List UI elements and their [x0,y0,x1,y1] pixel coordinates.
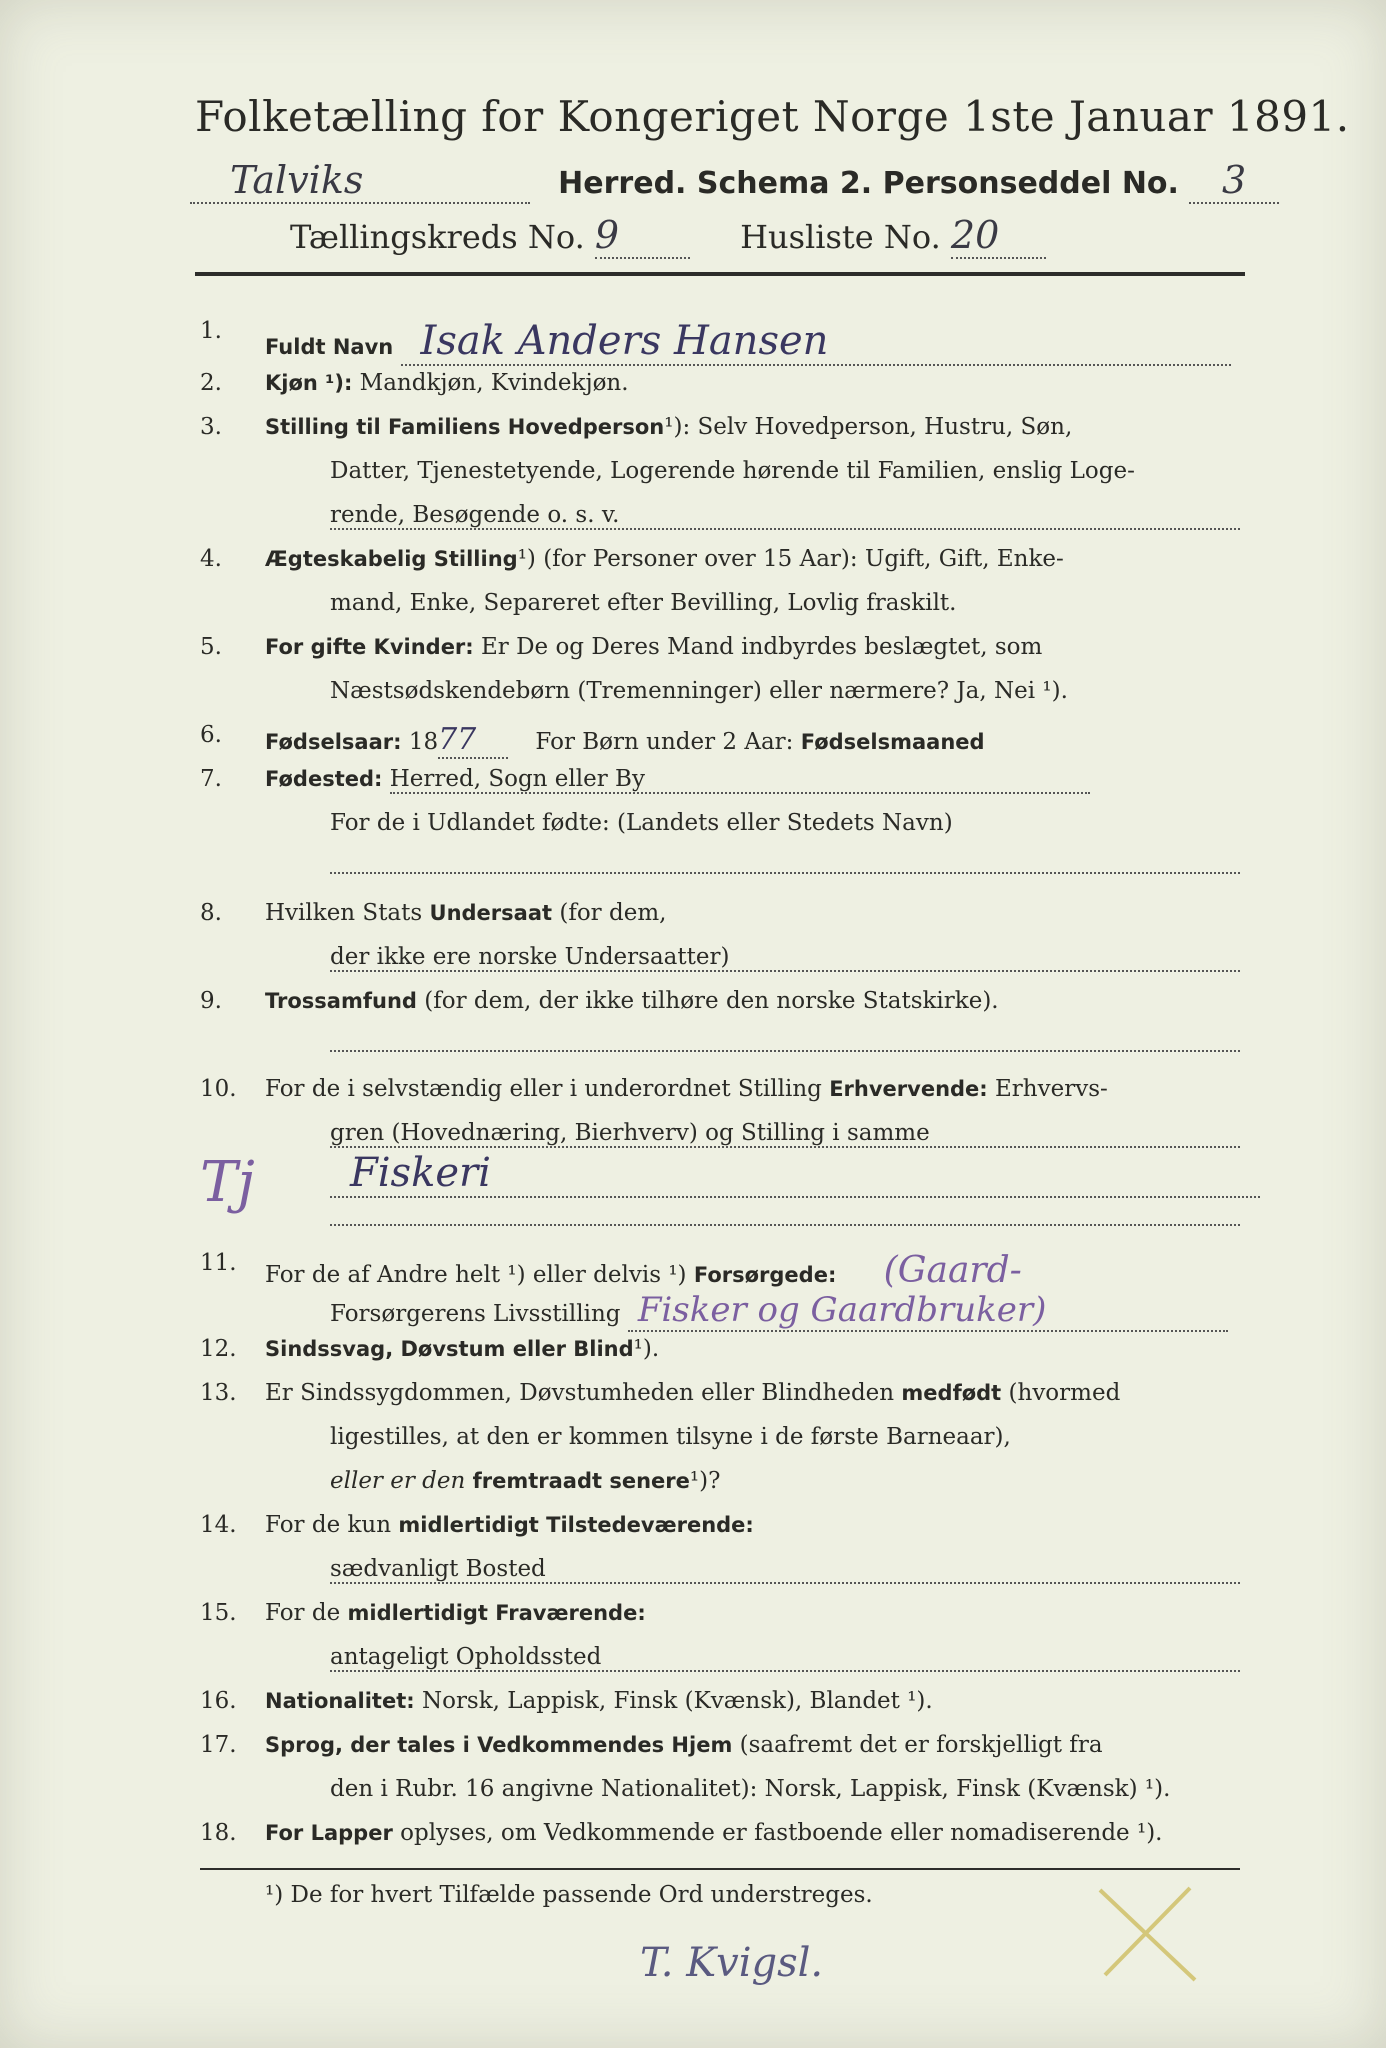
item-number: 4. [200,546,222,572]
item-text: Herred, Sogn eller By [390,766,1090,794]
item-number: 8. [200,900,222,926]
item-text: eller er den [330,1468,466,1494]
item-label: Kjøn ¹): [265,371,353,395]
item-text-2: (for dem, [559,900,667,926]
item-label: Sprog, der tales i Vedkommendes Hjem [265,1733,733,1757]
full-name-value: Isak Anders Hansen [401,318,1231,366]
item-label: Erhvervende: [829,1077,988,1101]
item-number: 6. [200,722,222,748]
item-text: Hvilken Stats [265,900,423,926]
item-5-cont-1: Næstsødskendebørn (Tremenninger) eller nærmere? Ja, Nei ¹). [330,678,1068,704]
signature: T. Kvigsl. [640,1940,824,1986]
item-text: (saafremt det er forskjelligt fra [739,1732,1103,1758]
person-no-value: 3 [1189,158,1279,204]
item-text: Er De og Deres Mand indbyrdes beslægtet, som [481,634,1043,660]
item-number: 16. [200,1688,237,1714]
item-number: 7. [200,766,222,792]
birth-year-value: 77 [438,722,508,759]
cross-mark-icon [1090,1880,1210,1990]
item-number: 9. [200,988,222,1014]
item-text: ¹)? [689,1468,721,1494]
item-10-blank-line [330,1202,1240,1226]
item-3-cont-2: rende, Besøgende o. s. v. [330,502,1240,530]
item-text: ¹): Selv Hovedperson, Hustru, Søn, [664,414,1073,440]
item-label: Trossamfund [265,989,417,1013]
item-text: For de kun [265,1512,392,1538]
header-line-3 [290,213,1046,259]
occupation-value: Fiskeri [330,1150,1260,1198]
item-label: Fødselsaar: [265,730,402,754]
item-text: Mandkjøn, Kvindekjøn. [359,370,629,396]
item-label: Fødested: [265,767,383,791]
item-label: For Lapper [265,1821,393,1845]
item-label: fremtraadt senere [472,1469,690,1493]
item-number: 15. [200,1600,237,1626]
item-number: 2. [200,370,222,396]
item-label: Nationalitet: [265,1689,415,1713]
item-label: midlertidigt Tilstedeværende: [398,1513,754,1537]
item-label-2: Fødselsmaaned [800,730,985,754]
item-text: ¹) (for Personer over 15 Aar): Ugift, Gift, Enke- [517,546,1064,572]
item-label: Sindssvag, Døvstum eller Blind [265,1337,634,1361]
item-text: Norsk, Lappisk, Finsk (Kvænsk), Blandet ¹). [421,1688,933,1714]
provider-occupation-value: Fisker og Gaardbruker) [628,1290,1228,1332]
item-7-cont-1: For de i Udlandet fødte: (Landets eller Stedets Navn) [330,810,953,836]
item-8-cont-1: der ikke ere norske Undersaatter) [330,944,1240,972]
item-number: 14. [200,1512,237,1538]
item-text: For de [265,1600,341,1626]
item-9-blank-line [330,1028,1240,1052]
item-label: medfødt [901,1381,1002,1405]
header-line-2 [190,158,1279,204]
item-text: For de af Andre helt ¹) eller delvis ¹) [265,1262,687,1288]
item-text: 18 [408,729,439,755]
item-label: Undersaat [429,901,553,925]
item-text-2: (hvormed [1008,1380,1121,1406]
item-label: midlertidigt Fraværende: [347,1601,646,1625]
herred-schema-label: Herred. Schema 2. Personseddel No. [558,166,1179,201]
item-13-cont-2 [330,1468,720,1494]
item-3-cont-1: Datter, Tjenestetyende, Logerende hørende til Familien, enslig Loge- [330,458,1135,484]
item-17-cont-1: den i Rubr. 16 angivne Nationalitet): Norsk, Lappisk, Finsk (Kvænsk) ¹). [330,1776,1171,1802]
item-label: Ægteskabelig Stilling [265,547,518,571]
footnote: ¹) De for hvert Tilfælde passende Ord understreges. [265,1882,873,1908]
item-number: 12. [200,1336,237,1362]
form-title: Folketælling for Kongeriget Norge 1ste Januar 1891. [195,92,1350,141]
item-label: Forsørgede: [693,1263,837,1287]
item-number: 5. [200,634,222,660]
krets-value: 9 [595,213,690,259]
item-number: 17. [200,1732,237,1758]
item-number: 13. [200,1380,237,1406]
provider-value-part-1: (Gaard- [883,1250,1022,1291]
item-label: Fuldt Navn [265,335,394,359]
header-rule [195,272,1245,276]
item-text-2: Erhvervs- [995,1076,1108,1102]
item-number: 11. [200,1250,237,1276]
item-number: 1. [200,318,222,344]
item-text-2: For Børn under 2 Aar: [535,729,794,755]
item-11-cont-1 [330,1290,1228,1332]
item-13-cont-1: ligestilles, at den er kommen tilsyne i de første Barneaar), [330,1424,1011,1450]
husliste-label: Husliste No. [740,218,941,256]
item-label: For gifte Kvinder: [265,635,474,659]
footer-rule [200,1868,1240,1870]
husliste-value: 20 [951,213,1046,259]
item-text: Forsørgerens Livsstilling [330,1301,621,1327]
item-number: 18. [200,1820,237,1846]
item-4-cont-1: mand, Enke, Separeret efter Bevilling, Lovlig fraskilt. [330,590,957,616]
item-text: oplyses, om Vedkommende er fastboende eller nomadiserende ¹). [400,1820,1163,1846]
item-number: 10. [200,1076,237,1102]
occupation-mark: Tj [200,1150,255,1215]
municipality-value: Talviks [190,158,530,204]
item-text: ¹). [633,1336,660,1362]
krets-label: Tællingskreds No. [290,218,585,256]
item-7-blank-line [330,850,1240,874]
item-label: Stilling til Familiens Hovedperson [265,415,665,439]
item-10-cont-1: gren (Hovednæring, Bierhverv) og Stilling i samme [330,1120,1240,1148]
item-number: 3. [200,414,222,440]
item-text: Er Sindssygdommen, Døvstumheden eller Blindheden [265,1380,895,1406]
item-text: For de i selvstændig eller i underordnet Stilling [265,1076,822,1102]
item-14-cont-1: sædvanligt Bosted [330,1556,1240,1584]
item-text: (for dem, der ikke tilhøre den norske Statskirke). [424,988,999,1014]
item-15-cont-1: antageligt Opholdssted [330,1644,1240,1672]
